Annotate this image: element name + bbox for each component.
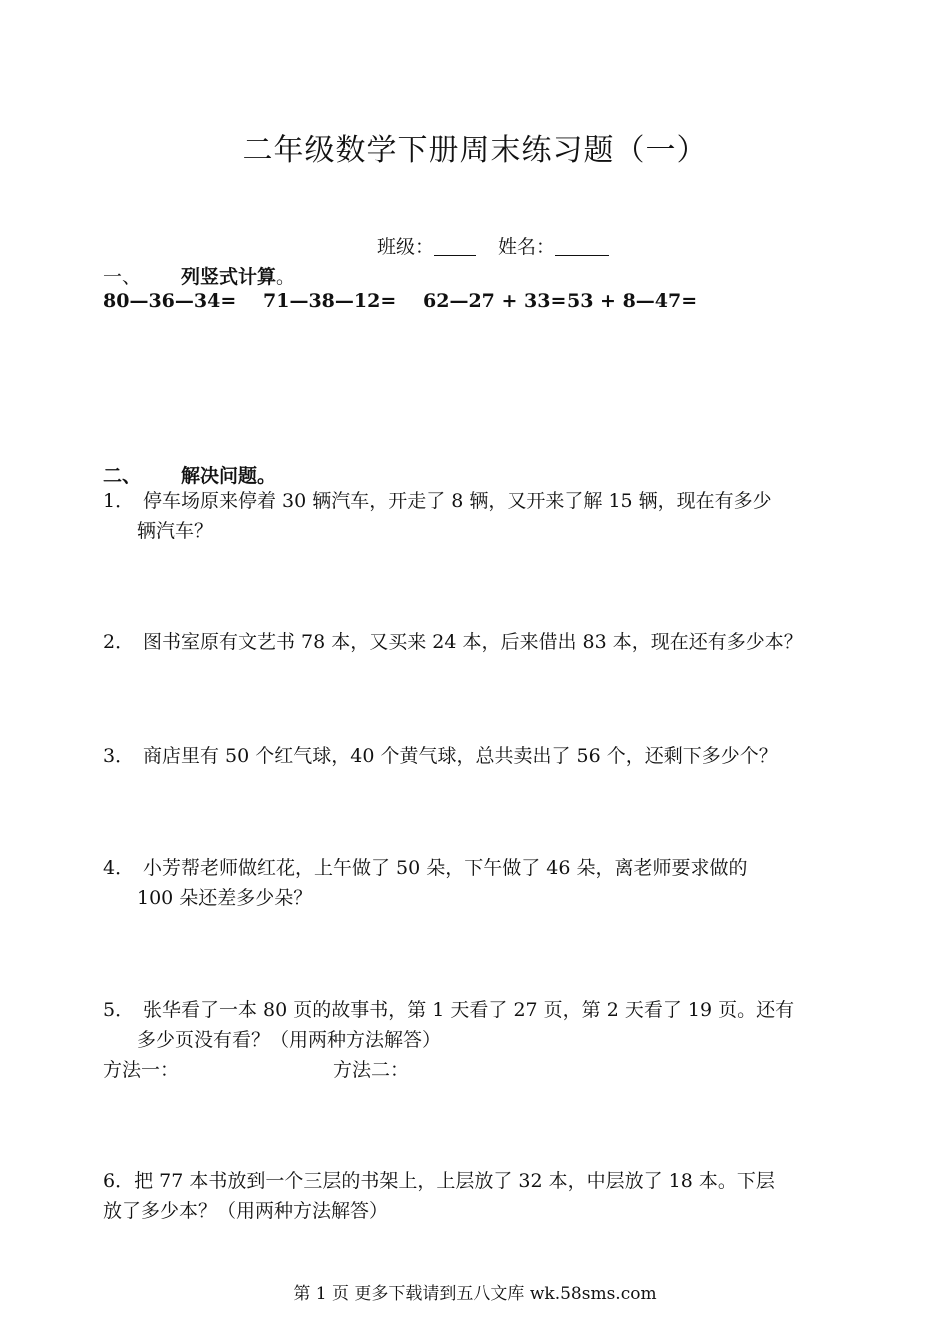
name-blank: [555, 237, 609, 256]
equation-2: 71—38—12=: [263, 290, 397, 312]
question-5: 5． 张华看了一本 80 页的故事书，第 1 天看了 27 页，第 2 天看了 19 页。还有 多少页没有看？（用两种方法解答）: [103, 999, 795, 1051]
equation-3: 62—27 + 33=: [423, 290, 567, 312]
method-1-label: 方法一：: [103, 1059, 180, 1081]
section-1-label: 列竖式计算: [181, 266, 277, 288]
class-label: 班级：: [377, 236, 435, 258]
question-1: 1． 停车场原来停着 30 辆汽车，开走了 8 辆，又开来了解 15 辆，现在有多少 辆汽车？: [103, 490, 772, 542]
equation-1: 80—36—34=: [103, 290, 237, 312]
question-3: 3． 商店里有 50 个红气球，40 个黄气球，总共卖出了 56 个，还剩下多少个？: [103, 745, 778, 767]
section-1-number: 一、: [103, 266, 142, 288]
question-2: 2． 图书室原有文艺书 78 本，又买来 24 本，后来借出 83 本，现在还有多少本？: [103, 631, 803, 653]
section-2-label: 解决问题。: [181, 465, 277, 487]
section-2-heading: [103, 461, 276, 488]
question-4: 4． 小芳帮老师做红花，上午做了 50 朵，下午做了 46 朵，离老师要求做的 100 朵还差多少朵？: [103, 857, 748, 909]
section-1-heading: 一、 列竖式计算。: [103, 262, 295, 289]
page-title: 二年级数学下册周末练习题（一）: [242, 133, 708, 168]
question-6: 6．把 77 本书放到一个三层的书架上，上层放了 32 本，中层放了 18 本。下层 放了多少本？（用两种方法解答）: [103, 1170, 775, 1222]
section-2-number: 二、: [103, 465, 142, 487]
class-blank: [434, 237, 476, 256]
student-info-line: [377, 232, 609, 259]
equation-4: 53 + 8—47=: [567, 290, 698, 312]
page-footer: 第 1 页 更多下载请到五八文库 wk.58sms.com: [293, 1284, 657, 1304]
name-label: 姓名：: [498, 236, 556, 258]
method-2-label: 方法二：: [333, 1059, 410, 1081]
